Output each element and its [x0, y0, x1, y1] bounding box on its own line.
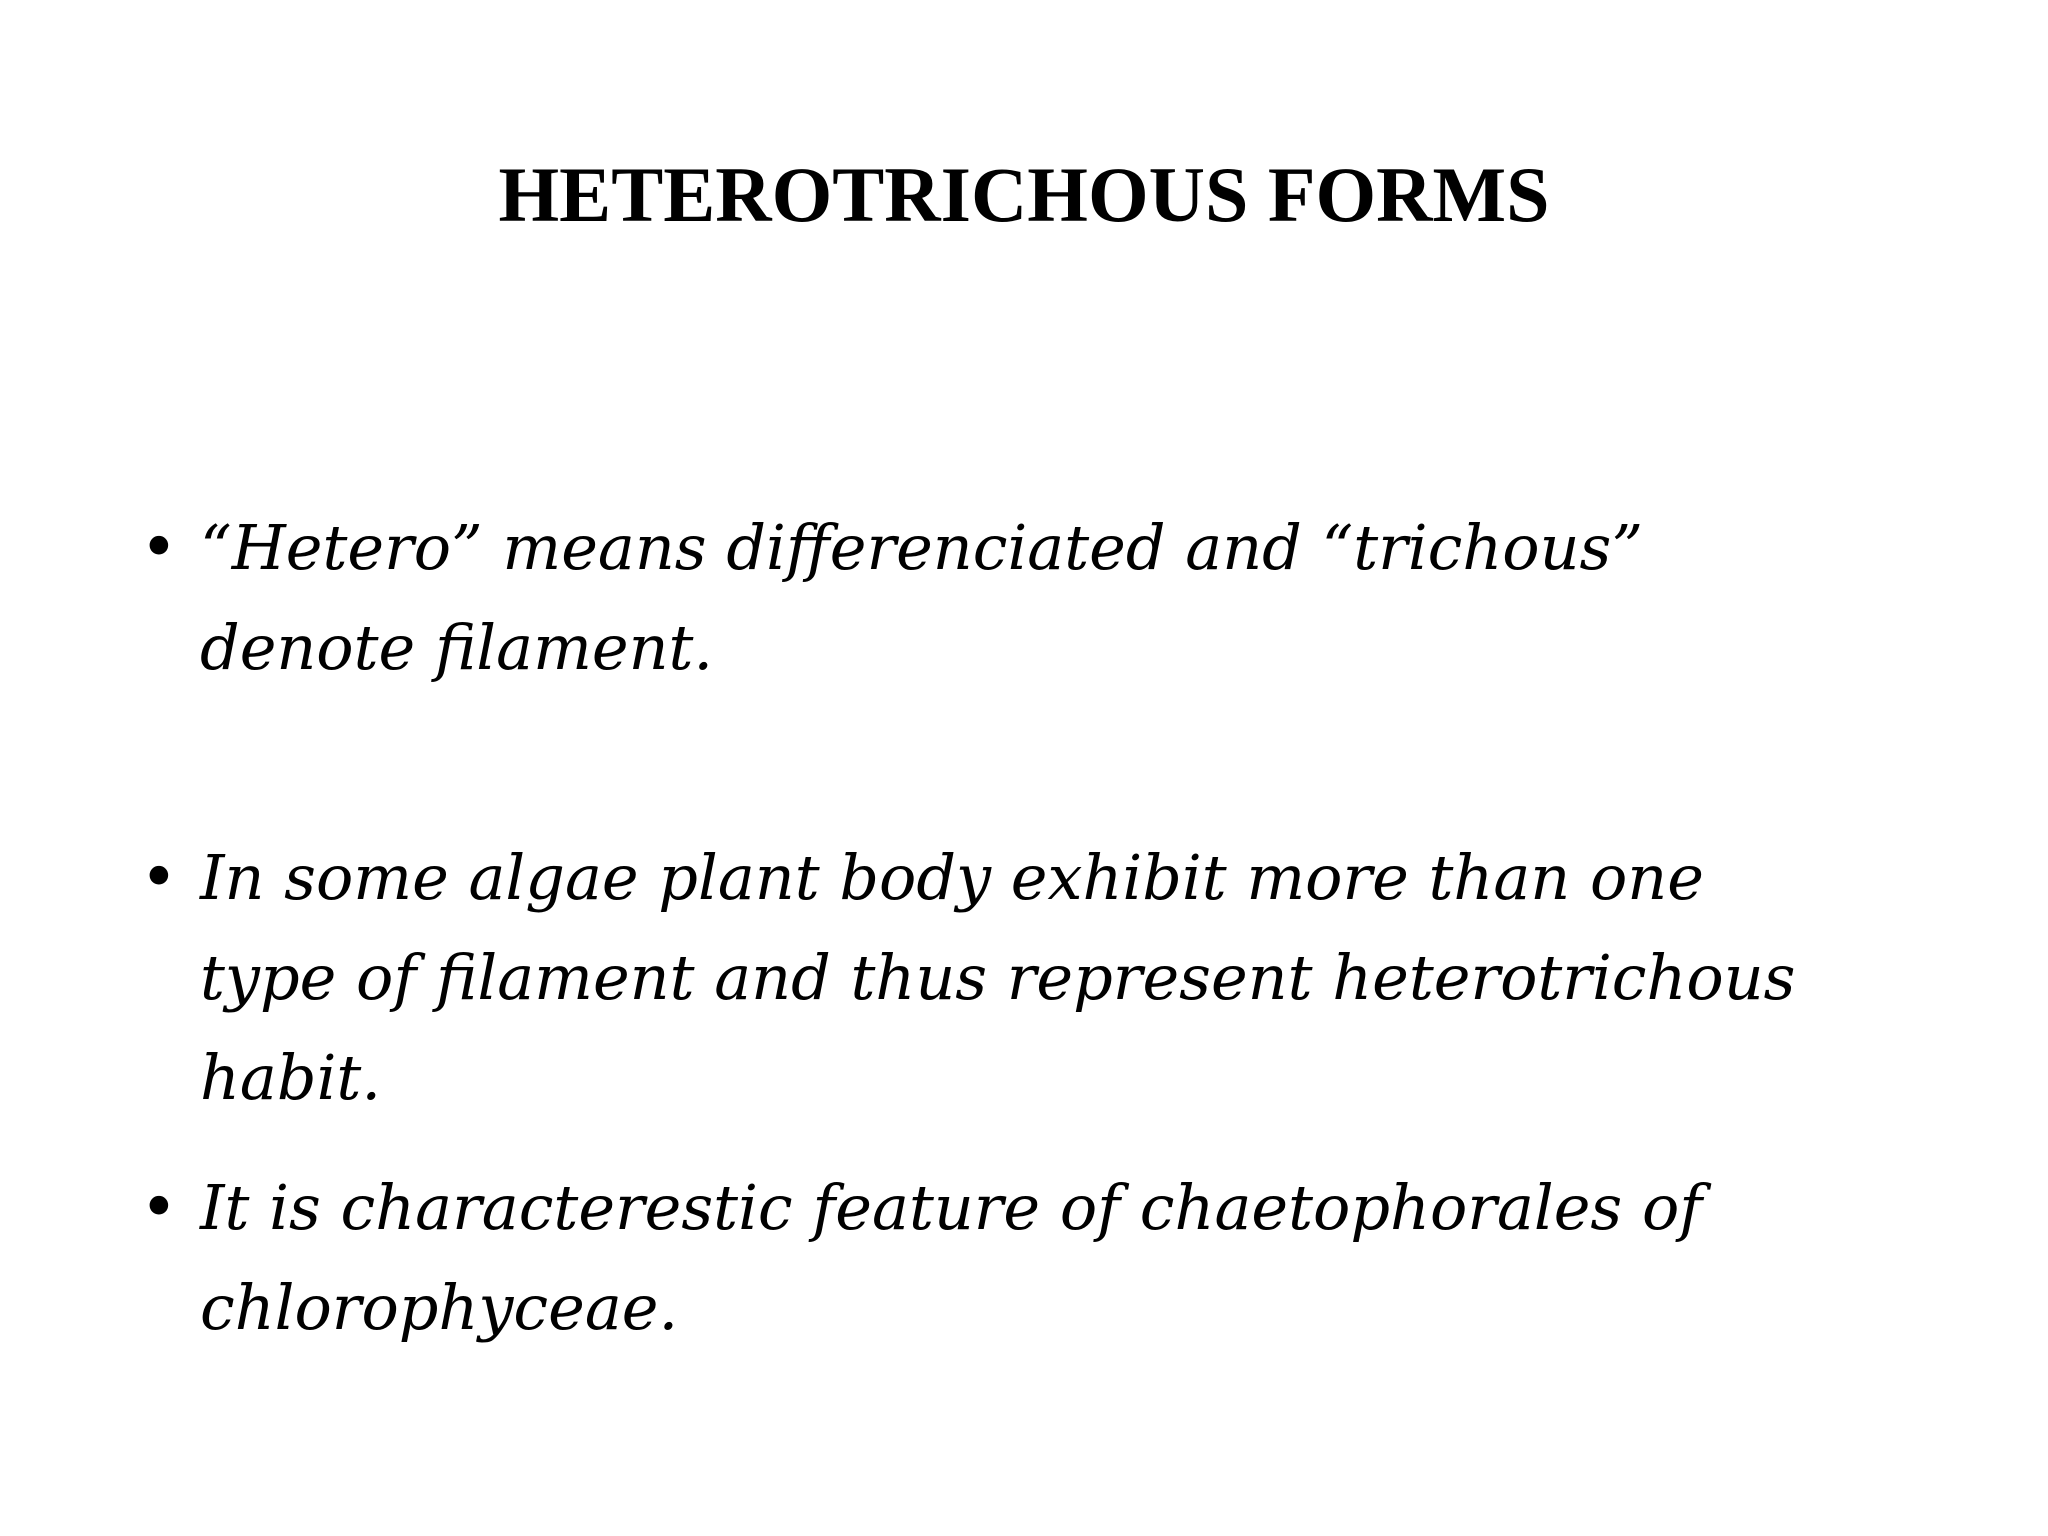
bullet-marker: • — [140, 1171, 178, 1245]
bullet-text: It is characterestic feature of chaetophorales of chlorophyceae. — [200, 1171, 1703, 1344]
bullet-marker: • — [140, 841, 178, 915]
bullet-text: In some algae plant body exhibit more than one type of filament and thus represent heterotrichous habit. — [200, 841, 1796, 1114]
bullet-text: “Hetero” means differenciated and “trichous” denote filament. — [200, 511, 1644, 684]
slide-title: HETEROTRICHOUS FORMS — [498, 151, 1550, 238]
bullet-marker: • — [140, 511, 178, 585]
